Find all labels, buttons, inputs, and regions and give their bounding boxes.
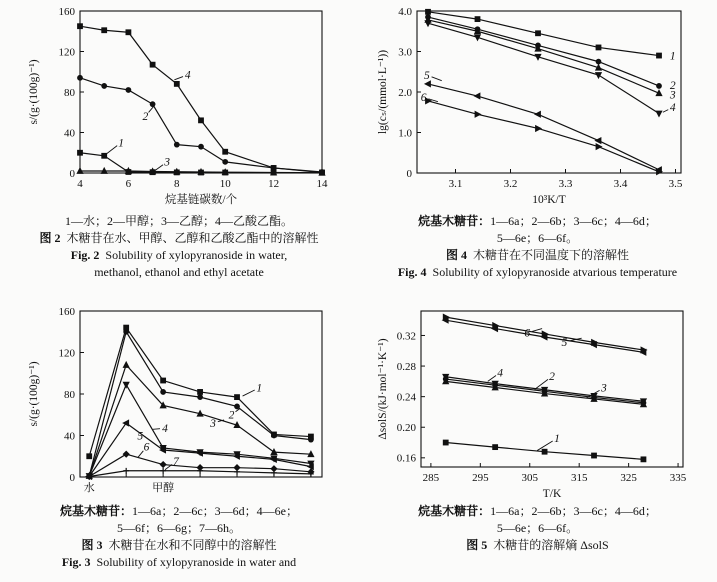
series-marker	[272, 433, 277, 438]
x-tick-label: 10	[219, 178, 231, 190]
series-marker	[271, 470, 277, 476]
fig2-caption-cn-text: 木糖苷在水、甲醇、乙醇和乙酸乙酯中的溶解性	[66, 231, 319, 245]
x-tick-label: 12	[268, 178, 280, 190]
series-marker	[223, 149, 228, 154]
series-marker	[234, 422, 240, 427]
x-axis-label: T/K	[542, 488, 561, 500]
fig4-number-cn: 图 4	[445, 248, 467, 262]
fig3-number-en: Fig. 3	[61, 555, 91, 569]
annotation-leader	[431, 77, 441, 81]
series-line	[428, 23, 659, 113]
series-number-label: 6	[420, 92, 426, 105]
fig2-legend-text: 1—水；2—甲醇；3—乙醇；4—乙酸乙酯。	[64, 214, 293, 228]
series-marker	[78, 24, 83, 29]
series-number-label: 2	[548, 371, 555, 384]
series-marker	[425, 81, 430, 87]
series-marker	[656, 53, 661, 58]
x-tick-label: 3.5	[668, 178, 682, 190]
series-marker	[78, 150, 83, 155]
series-marker	[150, 102, 155, 107]
series-marker	[223, 159, 228, 164]
series-marker	[535, 126, 540, 132]
fig5-legend-2	[497, 521, 578, 536]
x-tick-label: 8	[174, 178, 180, 190]
annotation-leader	[107, 146, 118, 154]
series-marker	[123, 468, 129, 474]
series-marker	[535, 111, 540, 117]
y-tick-label: 0.32	[396, 330, 416, 343]
x-tick-label: 3.3	[558, 178, 572, 190]
y-tick-label: 0.28	[396, 360, 416, 373]
panel-fig5	[358, 300, 717, 582]
fig3-caption-cn	[81, 538, 276, 553]
fig5-caption-cn-text: 木糖苷的溶解熵 ΔsolS	[493, 538, 609, 552]
series-marker	[102, 84, 107, 89]
series-number-label: 2	[142, 111, 149, 124]
panel-fig3	[0, 300, 358, 582]
x-tick-label: 305	[521, 472, 538, 484]
series-marker	[596, 144, 601, 150]
series-line	[80, 26, 322, 172]
series-number-label: 4	[669, 102, 676, 115]
series-number-label: 2	[669, 79, 676, 92]
y-axis-label: ΔsolS/(kJ·mol⁻¹·K⁻¹)	[376, 338, 389, 440]
series-marker	[123, 362, 129, 367]
x-tick-label: 水	[83, 482, 95, 494]
series-marker	[656, 84, 661, 89]
fig5-caption-cn	[466, 538, 608, 553]
series-marker	[235, 395, 240, 400]
fig2-caption-en	[71, 248, 288, 263]
y-tick-label: 1.0	[397, 127, 412, 140]
series-marker	[596, 59, 601, 64]
series-marker	[595, 73, 601, 78]
series-number-label: 5	[560, 336, 567, 349]
y-tick-label: 0.24	[396, 391, 416, 404]
annotation-leader	[662, 110, 667, 113]
x-tick-label: 3.1	[448, 178, 462, 190]
x-tick-label: 3.2	[503, 178, 517, 190]
series-line	[428, 20, 659, 93]
annotation-leader	[532, 329, 542, 332]
x-tick-label: 14	[316, 178, 328, 190]
fig4-caption-en	[398, 265, 677, 280]
x-tick-label: 315	[570, 472, 587, 484]
fig4-legend	[418, 214, 657, 229]
series-marker	[425, 9, 430, 14]
series-marker	[199, 144, 204, 149]
series-number-label: 5	[423, 69, 430, 82]
series-marker	[595, 65, 601, 70]
fig2-caption-en-text-2: methanol, ethanol and ethyl acetate	[94, 265, 264, 279]
fig3-number-cn: 图 3	[81, 538, 103, 552]
panel-fig4	[358, 0, 717, 300]
series-marker	[126, 30, 131, 35]
y-tick-label: 160	[58, 5, 75, 18]
fig3-legend-prefix: 烷基木糖苷：	[60, 504, 133, 518]
y-tick-label: 120	[58, 46, 75, 59]
fig4-legend-2	[497, 231, 578, 246]
x-axis-label: 烷基链碳数/个	[164, 194, 238, 206]
y-tick-label: 40	[64, 127, 75, 140]
fig4-chart	[373, 3, 703, 213]
series-number-label: 6	[523, 327, 530, 340]
series-line	[428, 101, 659, 172]
fig2-caption-cn	[39, 231, 318, 246]
annotation-leader	[174, 77, 183, 80]
series-number-label: 4	[162, 423, 168, 436]
series-number-label: 5	[137, 430, 144, 443]
y-tick-label: 80	[64, 388, 75, 401]
series-number-label: 4	[496, 367, 503, 380]
series-marker	[596, 45, 601, 50]
annotation-leader	[138, 451, 143, 458]
series-marker	[174, 142, 179, 147]
fig3-legend-2	[117, 521, 241, 536]
series-number-label: 3	[600, 382, 607, 395]
y-tick-label: 0.20	[396, 422, 416, 435]
series-marker	[102, 153, 107, 158]
x-tick-label: 325	[619, 472, 637, 484]
series-marker	[126, 168, 132, 173]
series-marker	[123, 451, 129, 457]
series-number-label: 3	[669, 89, 676, 102]
y-tick-label: 120	[58, 347, 75, 360]
x-tick-label: 285	[422, 472, 439, 484]
series-marker	[474, 35, 480, 40]
series-marker	[535, 54, 541, 59]
fig5-legend-prefix: 烷基木糖苷：	[418, 504, 491, 518]
series-marker	[235, 404, 240, 409]
series-marker	[641, 457, 646, 462]
fig4-caption-en-text: Solubility of xylopyranoside atvarious temperature	[432, 265, 678, 279]
fig3-caption-en	[62, 555, 296, 570]
y-tick-label: 3.0	[397, 46, 412, 59]
fig3-legend-text-2: 5—6f；6—6g；7—6h。	[117, 521, 241, 535]
series-marker	[102, 28, 107, 33]
y-tick-label: 2.0	[397, 86, 412, 99]
fig2-caption-en-text: Solubility of xylopyranoside in water,	[105, 248, 288, 262]
series-number-label: 1	[669, 50, 676, 63]
series-marker	[443, 440, 448, 445]
series-marker	[271, 449, 277, 454]
series-marker	[475, 111, 480, 117]
fig3-caption-en-text: Solubility of xylopyranoside in water and	[96, 555, 297, 569]
series-marker	[535, 31, 540, 36]
y-tick-label: 0.16	[396, 452, 416, 465]
series-marker	[150, 62, 155, 67]
series-marker	[161, 378, 166, 383]
series-number-label: 1	[256, 382, 263, 395]
y-axis-label: s/(g·(100g)⁻¹)	[28, 361, 40, 427]
y-tick-label: 4.0	[397, 5, 412, 18]
series-marker	[198, 390, 203, 395]
y-tick-label: 160	[58, 305, 75, 318]
series-number-label: 7	[173, 456, 179, 469]
y-tick-label: 0	[406, 167, 412, 180]
fig4-legend-prefix: 烷基木糖苷：	[418, 214, 491, 228]
series-number-label: 6	[143, 441, 150, 454]
series-marker	[87, 454, 92, 459]
fig5-legend-text: 1—6a；2—6b；3—6c；4—6d；	[490, 504, 657, 518]
series-marker	[77, 168, 83, 173]
series-marker	[198, 395, 203, 400]
fig2-legend	[65, 214, 293, 229]
series-marker	[160, 462, 166, 468]
fig5-number-cn: 图 5	[466, 538, 488, 552]
series-marker	[101, 168, 107, 173]
series-marker	[271, 166, 276, 171]
fig4-caption-cn-text: 木糖苷在不同温度下的溶解性	[473, 248, 630, 262]
fig3-chart	[24, 303, 334, 503]
fig5-legend-text-2: 5—6e；6—6f。	[496, 521, 579, 535]
x-tick-label: 甲醇	[152, 482, 175, 494]
series-marker	[595, 138, 600, 144]
fig2-caption-en-2	[94, 265, 264, 280]
series-marker	[123, 420, 128, 426]
x-tick-label: 6	[125, 178, 132, 190]
series-marker	[475, 17, 480, 22]
series-marker	[124, 329, 129, 334]
series-marker	[591, 453, 596, 458]
fig5-legend	[418, 504, 657, 519]
fig3-legend	[60, 504, 298, 519]
x-axis-label: 10³K/T	[531, 194, 566, 206]
series-marker	[542, 449, 547, 454]
x-tick-label: 3.4	[613, 178, 627, 190]
fig4-legend-text: 1—6a；2—6b；3—6c；4—6d；	[490, 214, 657, 228]
fig3-legend-text: 1—6a；2—6c；3—6d；4—6e；	[132, 504, 298, 518]
series-marker	[197, 411, 203, 416]
series-number-label: 4	[184, 69, 191, 82]
series-marker	[656, 111, 662, 116]
annotation-leader	[243, 390, 255, 396]
series-line	[80, 78, 322, 172]
fig5-chart	[373, 303, 703, 503]
annotation-leader	[149, 106, 154, 112]
series-marker	[174, 82, 179, 87]
fig3-caption-cn-text: 木糖苷在水和不同醇中的溶解性	[108, 538, 277, 552]
series-marker	[234, 469, 240, 475]
series-marker	[78, 75, 83, 80]
annotation-leader	[487, 375, 495, 381]
series-number-label: 3	[164, 156, 170, 169]
fig2-number-cn: 图 2	[39, 231, 61, 245]
series-marker	[161, 390, 166, 395]
annotation-leader	[155, 165, 163, 171]
y-axis-label: s/(g·(100g)⁻¹)	[28, 59, 40, 125]
series-marker	[309, 437, 314, 442]
series-marker	[320, 170, 325, 175]
y-tick-label: 0	[69, 471, 75, 484]
panel-fig2	[0, 0, 358, 300]
series-marker	[474, 93, 479, 99]
annotation-leader	[153, 429, 160, 430]
series-number-label: 2	[228, 409, 235, 422]
series-marker	[199, 118, 204, 123]
y-tick-label: 80	[64, 86, 75, 99]
series-marker	[126, 88, 131, 93]
series-marker	[160, 468, 166, 474]
y-axis-label: lg(cₛ/(mmol·L⁻¹))	[376, 49, 389, 135]
fig2-chart	[24, 3, 334, 213]
series-marker	[492, 445, 497, 450]
series-number-label: 1	[553, 433, 560, 446]
x-tick-label: 295	[471, 472, 489, 484]
fig2-number-en: Fig. 2	[70, 248, 100, 262]
x-tick-label: 4	[77, 178, 83, 190]
fig4-caption-cn	[446, 248, 629, 263]
series-number-label: 1	[118, 137, 125, 150]
fig4-number-en: Fig. 4	[397, 265, 427, 279]
series-marker	[308, 451, 314, 456]
series-marker	[425, 21, 431, 26]
series-number-label: 3	[210, 417, 216, 430]
y-tick-label: 0	[69, 167, 75, 180]
series-marker	[656, 90, 662, 95]
fig4-legend-text-2: 5—6e；6—6f。	[496, 231, 579, 245]
y-tick-label: 40	[64, 430, 75, 443]
x-tick-label: 335	[669, 472, 686, 484]
